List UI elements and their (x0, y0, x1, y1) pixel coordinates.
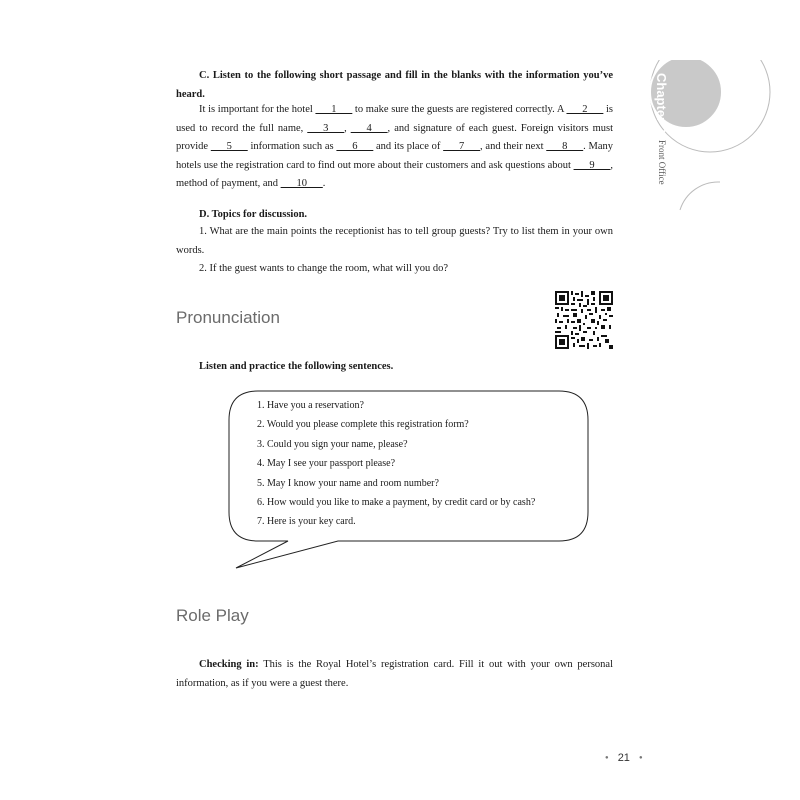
pronunciation-instruction: Listen and practice the following sentences. (199, 361, 394, 372)
passage-text: information such as (247, 141, 337, 152)
pronunciation-title: Pronunciation (176, 308, 280, 327)
role-play-title: Role Play (176, 606, 249, 625)
sentence-item: 6. How would you like to make a payment, by credit card or by cash? (257, 497, 536, 509)
chapter-tab-decoration (620, 60, 800, 220)
section-c-passage (176, 101, 613, 194)
blank-10: ___10___ (280, 178, 323, 189)
blank-5: ___5___ (210, 141, 248, 152)
passage-text: to make sure the guests are registered correctly. A (352, 104, 567, 115)
section-c-heading: C. Listen to the following short passage and fill in the blanks with the information you’ve heard. (176, 70, 613, 100)
discussion-question-1: 1. What are the main points the receptionist has to tell group guests? Try to list them in your own words. (176, 226, 613, 256)
blank-3: ___3___ (307, 122, 345, 134)
passage-text: , and their next (479, 141, 547, 152)
qr-code-icon[interactable] (555, 291, 613, 349)
sentence-item: 4. May I see your passport please? (257, 458, 396, 470)
blank-6: ___6___ (336, 141, 374, 152)
sentence-item: 1. Have you a reservation? (257, 400, 364, 411)
sentence-item: 2. Would you please complete this registration form? (257, 419, 469, 431)
blank-2: ___2___ (566, 104, 604, 115)
passage-text: , (344, 122, 351, 134)
blank-4: ___4___ (350, 122, 388, 134)
practice-sentences (257, 396, 577, 532)
blank-7: ___7___ (443, 141, 480, 152)
section-d-heading: D. Topics for discussion. (199, 209, 308, 220)
blank-9: ___9___ (573, 159, 611, 171)
blank-8: ___8___ (546, 141, 584, 152)
role-play-instruction (176, 656, 613, 693)
passage-text: It is important for the hotel (199, 104, 316, 115)
chapter-label: Chapter 2 (654, 73, 669, 133)
page-number: 21 (617, 752, 630, 764)
sentence-item: 7. Here is your key card. (257, 516, 356, 528)
passage-text: , and signature of each guest. Foreign visitors must provide (176, 122, 614, 152)
bullet-icon: ● (605, 755, 609, 762)
sentence-item: 3. Could you sign your name, please? (257, 438, 408, 450)
role-play-label: Checking in: (199, 659, 259, 670)
discussion-question-2: 2. If the guest wants to change the room, what will you do? (199, 263, 449, 274)
passage-text: . Many hotels use the registration card to find out more about their customers and ask questions about (176, 141, 614, 171)
page-number-footer (605, 752, 643, 764)
passage-text: . (322, 178, 326, 189)
passage-text: and its place of (373, 141, 444, 152)
role-play-text: This is the Royal Hotel’s registration card. Fill it out with your own personal information, as if you were a guest there. (176, 659, 614, 689)
sentence-item: 5. May I know your name and room number? (257, 477, 439, 489)
passage-text: , method of payment, and (176, 159, 613, 189)
blank-1: ___1___ (315, 104, 353, 115)
bullet-icon: ● (639, 755, 643, 762)
chapter-subtitle: Front Office (657, 140, 667, 185)
passage-text: is used to record the full name, (176, 104, 613, 134)
